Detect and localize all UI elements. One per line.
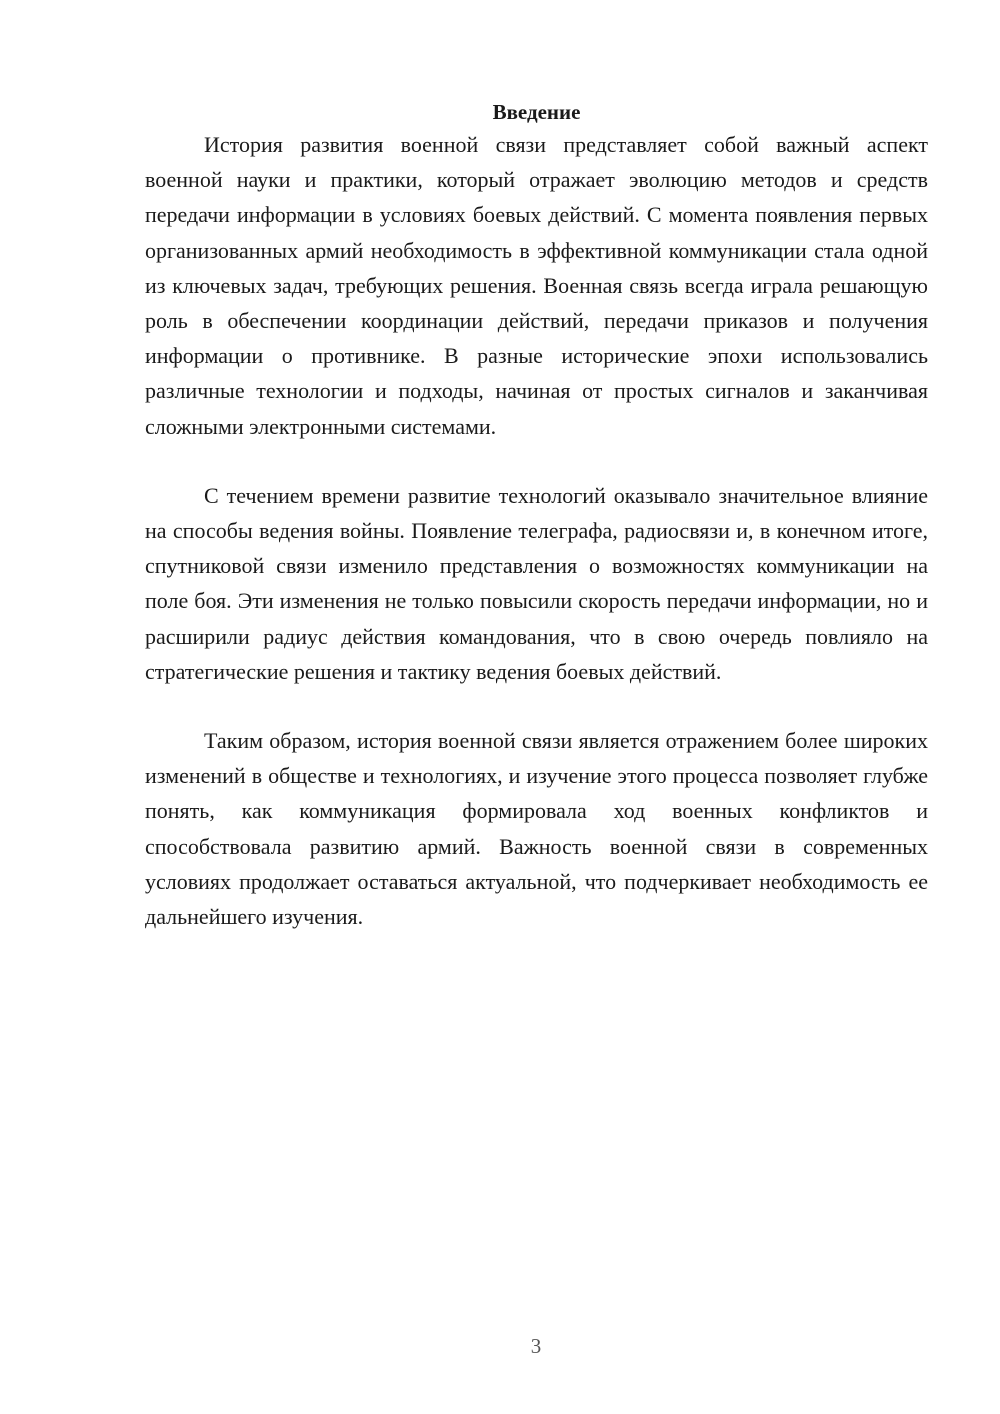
page-number: 3: [530, 1334, 542, 1358]
paragraph-3: Таким образом, история военной связи является отражением более широких изменений в обществе и технологиях, и изучение этого процесса позволяет глубже понять, как коммуникация формировала ход военных конфликтов и способствовала развитию армий. Важность военной связи в современных условиях продолжает оставаться актуальной, что подчеркивает необходимость ее дальнейшего изучения.: [145, 728, 928, 930]
paragraph-1: История развития военной связи представляет собой важный аспект военной науки и практики, который отражает эволюцию методов и средств передачи информации в условиях боевых действий. С момента появления первых организованных армий необходимость в эффективной коммуникации стала одной из ключевых задач, требующих решения. Военная связь всегда играла решающую роль в обеспечении координации действий, передачи приказов и получения информации о противнике. В разные исторические эпохи использовались различные технологии и подходы, начиная от простых сигналов и заканчивая сложными электронными системами.: [145, 132, 928, 439]
section-heading: Введение: [492, 100, 581, 124]
page-body: [145, 97, 928, 934]
paragraph-2: С течением времени развитие технологий оказывало значительное влияние на способы ведения войны. Появление телеграфа, радиосвязи и, в конечном итоге, спутниковой связи изменило представления о возможностях коммуникации на поле боя. Эти изменения не только повысили скорость передачи информации, но и расширили радиус действия командования, что в свою очередь повлияло на стратегические решения и тактику ведения боевых действий.: [145, 482, 928, 684]
